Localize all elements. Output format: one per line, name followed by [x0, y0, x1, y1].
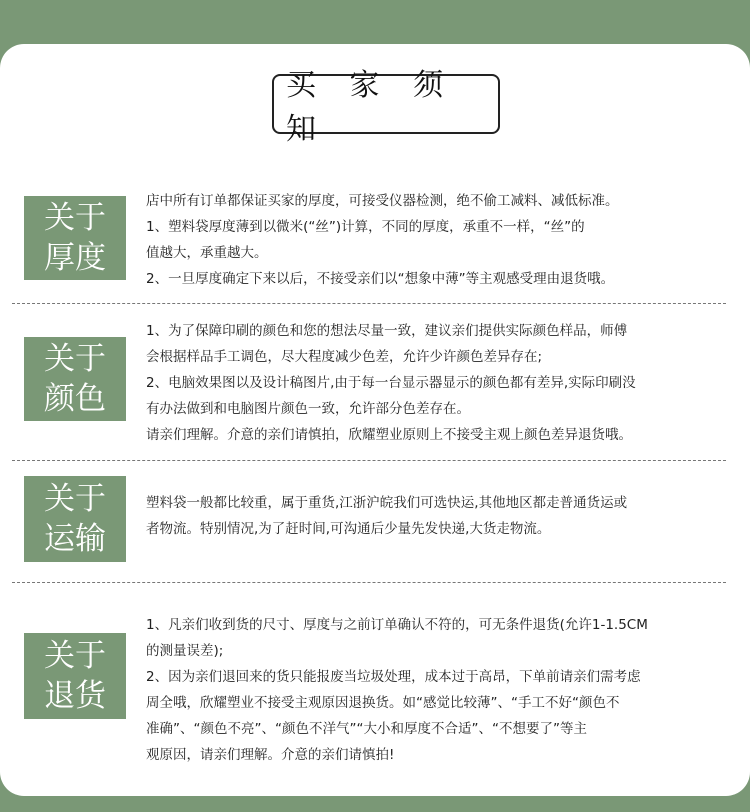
- text-line: 塑料袋一般都比较重，属于重货,江浙沪皖我们可选快运,其他地区都走普通货运或: [146, 495, 628, 511]
- tag-returns-line1: 关于: [44, 638, 106, 674]
- divider: [12, 582, 726, 583]
- text-line: 有办法做到和电脑图片颜色一致，允许部分色差存在。: [146, 401, 470, 417]
- text-line: 值越大，承重越大。: [146, 245, 268, 261]
- tag-thickness-line1: 关于: [44, 200, 106, 236]
- text-line: 观原因，请亲们理解。介意的亲们请慎拍!: [146, 747, 395, 763]
- text-line: 1、凡亲们收到货的尺寸、厚度与之前订单确认不符的，可无条件退货(允许1-1.5CM: [146, 617, 648, 633]
- text-line: 1、塑料袋厚度薄到以微米(“丝”)计算，不同的厚度，承重不一样，“丝”的: [146, 219, 585, 235]
- text-line: 的测量误差);: [146, 643, 224, 659]
- text-line: 店中所有订单都保证买家的厚度，可接受仪器检测，绝不偷工减料、减低标准。: [146, 193, 619, 209]
- text-line: 会根据样品手工调色，尽大程度减少色差，允许少许颜色差异存在;: [146, 349, 543, 365]
- page-title: 买 家 须 知: [272, 74, 500, 134]
- text-line: 2、一旦厚度确定下来以后，不接受亲们以“想象中薄”等主观感受理由退货哦。: [146, 271, 615, 287]
- tag-color: [24, 337, 126, 421]
- text-line: 2、电脑效果图以及设计稿图片,由于每一台显示器显示的颜色都有差异,实际印刷没: [146, 375, 636, 391]
- tag-color-line2: 颜色: [44, 381, 106, 417]
- text-line: 2、因为亲们退回来的货只能报废当垃圾处理，成本过于高昂，下单前请亲们需考虑: [146, 669, 641, 685]
- notice-card: [0, 44, 750, 796]
- section-returns-body: [146, 612, 716, 768]
- section-color-body: [146, 318, 716, 448]
- tag-thickness: [24, 196, 126, 280]
- tag-color-line1: 关于: [44, 341, 106, 377]
- text-line: 周全哦，欣耀塑业不接受主观原因退换货。如“感觉比较薄”、“手工不好“颜色不: [146, 695, 620, 711]
- text-line: 准确”、“颜色不亮”、“颜色不洋气”“大小和厚度不合适”、“不想要了”等主: [146, 721, 587, 737]
- tag-thickness-line2: 厚度: [44, 240, 106, 276]
- text-line: 者物流。特别情况,为了赶时间,可沟通后少量先发快递,大货走物流。: [146, 521, 551, 537]
- text-line: 1、为了保障印刷的颜色和您的想法尽量一致，建议亲们提供实际颜色样品，师傅: [146, 323, 628, 339]
- tag-shipping-line2: 运输: [44, 521, 106, 557]
- tag-returns-line2: 退货: [44, 678, 106, 714]
- section-shipping-body: [146, 490, 716, 542]
- section-thickness-body: [146, 188, 716, 292]
- tag-shipping: [24, 476, 126, 562]
- divider: [12, 460, 726, 461]
- tag-returns: [24, 633, 126, 719]
- text-line: 请亲们理解。介意的亲们请慎拍，欣耀塑业原则上不接受主观上颜色差异退货哦。: [146, 427, 632, 443]
- divider: [12, 303, 726, 304]
- tag-shipping-line1: 关于: [44, 481, 106, 517]
